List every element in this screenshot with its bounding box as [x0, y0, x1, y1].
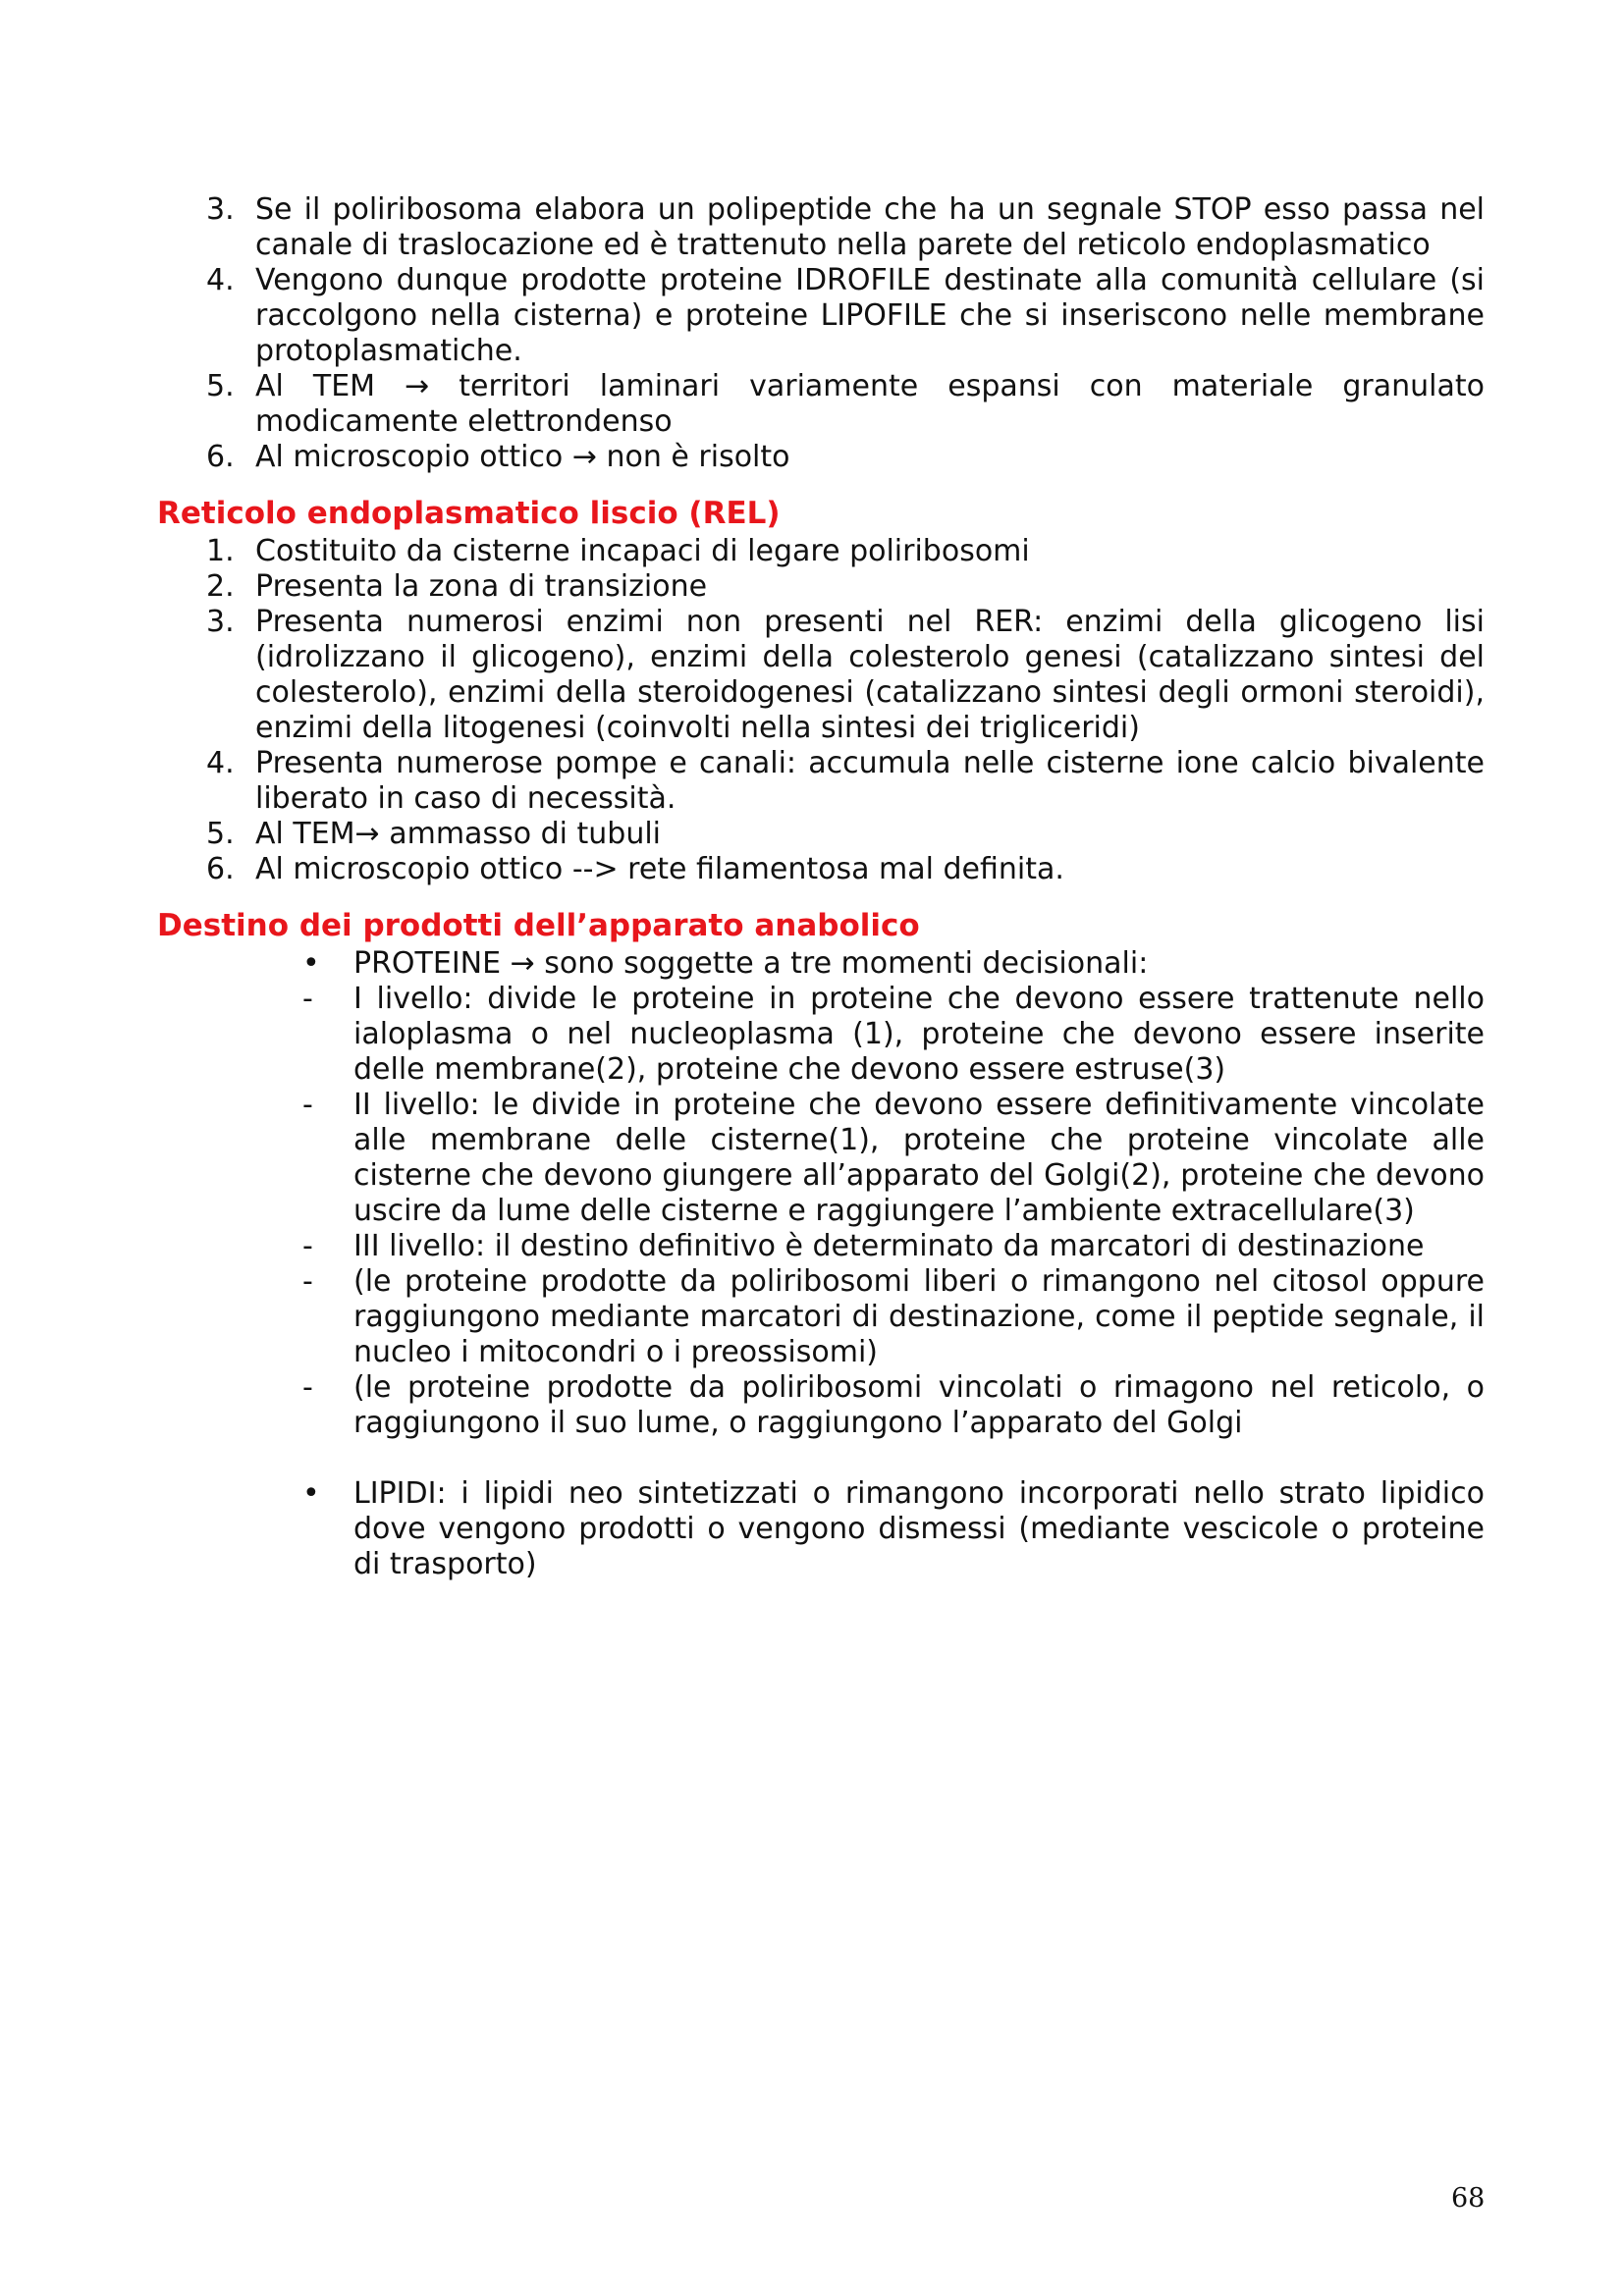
list-item-text: (le proteine prodotte da poliribosomi liberi o rimangono nel citosol oppure raggiungono mediante marcatori di destinazione, come il peptide segnale, il nucleo i mitocondri o i preossisomi) [353, 1264, 1485, 1369]
list-item-text: Al microscopio ottico → non è risolto [255, 440, 790, 474]
rer-list [157, 192, 1485, 475]
list-marker: 3. [206, 192, 235, 227]
list-item [157, 817, 1485, 852]
list-item [157, 263, 1485, 369]
list-item-text: Se il poliribosoma elabora un polipeptide che ha un segnale STOP esso passa nel canale di traslocazione ed è trattenuto nella parete del reticolo endoplasmatico [255, 192, 1485, 262]
list-item [157, 192, 1485, 263]
list-item-text: III livello: il destino definitivo è determinato da marcatori di destinazione [353, 1229, 1425, 1263]
list-item-text: Presenta numerosi enzimi non presenti nel RER: enzimi della glicogeno lisi (idrolizzano il glicogeno), enzimi della colesterolo genesi (catalizzano sintesi del colesterolo), enzimi della steroidogenesi (catalizzano sintesi degli ormoni steroidi), enzimi della litogenesi (coinvolti nella sintesi dei trigliceridi) [255, 605, 1485, 745]
list-item [157, 1264, 1485, 1370]
section-heading-destino: Destino dei prodotti dell’apparato anabolico [157, 908, 920, 943]
destino-list [157, 946, 1485, 1441]
list-item-text: Presenta numerose pompe e canali: accumula nelle cisterne ione calcio bivalente liberato in caso di necessità. [255, 746, 1485, 816]
list-item [157, 440, 1485, 475]
dash-marker: - [302, 1088, 313, 1122]
list-marker: 5. [206, 369, 235, 403]
list-item-text: Al microscopio ottico --> rete filamentosa mal definita. [255, 852, 1064, 886]
list-item-text: Presenta la zona di transizione [255, 569, 708, 604]
list-item-text: Al TEM→ ammasso di tubuli [255, 817, 662, 851]
bullet-marker: • [302, 946, 320, 981]
list-marker: 5. [206, 817, 235, 851]
dash-marker: - [302, 982, 313, 1016]
section-heading-rel: Reticolo endoplasmatico liscio (REL) [157, 496, 781, 531]
list-item-text: II livello: le divide in proteine che devono essere definitivamente vincolate alle membrane delle cisterne(1), proteine che proteine vincolate alle cisterne che devono giungere all’apparato del Golgi(2), proteine che devono uscire da lume delle cisterne e raggiungere l’ambiente extracellulare(3) [353, 1088, 1485, 1228]
page-number: 68 [1451, 2183, 1486, 2214]
list-item [157, 1476, 1485, 1582]
list-item [157, 569, 1485, 605]
list-item-text: I livello: divide le proteine in proteine che devono essere trattenute nello ialoplasma o nel nucleoplasma (1), proteine che devono essere inserite delle membrane(2), proteine che devono essere estruse(3) [353, 982, 1485, 1087]
list-item-text: PROTEINE → sono soggette a tre momenti decisionali: [353, 946, 1149, 981]
page-content [157, 192, 1485, 1582]
rel-list [157, 534, 1485, 887]
list-marker: 1. [206, 534, 235, 568]
list-marker: 2. [206, 569, 235, 604]
list-item [157, 982, 1485, 1088]
list-item [157, 746, 1485, 817]
list-item-text: (le proteine prodotte da poliribosomi vincolati o rimagono nel reticolo, o raggiungono il suo lume, o raggiungono l’apparato del Golgi [353, 1370, 1485, 1440]
list-item [157, 1370, 1485, 1441]
dash-marker: - [302, 1370, 313, 1405]
list-item [157, 534, 1485, 569]
dash-marker: - [302, 1229, 313, 1263]
list-marker: 4. [206, 263, 235, 297]
list-marker: 3. [206, 605, 235, 639]
list-item [157, 1229, 1485, 1264]
list-item-text: Al TEM → territori laminari variamente espansi con materiale granulato modicamente elettrondenso [255, 369, 1485, 439]
list-item [157, 852, 1485, 887]
list-item [157, 369, 1485, 440]
list-item [157, 946, 1485, 982]
list-marker: 6. [206, 440, 235, 474]
list-item-text: Vengono dunque prodotte proteine IDROFILE destinate alla comunità cellulare (si raccolgono nella cisterna) e proteine LIPOFILE che si inseriscono nelle membrane protoplasmatiche. [255, 263, 1485, 368]
list-item-text: LIPIDI: i lipidi neo sintetizzati o rimangono incorporati nello strato lipidico dove vengono prodotti o vengono dismessi (mediante vescicole o proteine di trasporto) [353, 1476, 1485, 1581]
spacer [157, 1441, 1485, 1476]
list-marker: 6. [206, 852, 235, 886]
dash-marker: - [302, 1264, 313, 1299]
bullet-marker: • [302, 1476, 320, 1511]
lipidi-list [157, 1476, 1485, 1582]
list-marker: 4. [206, 746, 235, 780]
list-item [157, 605, 1485, 746]
list-item [157, 1088, 1485, 1229]
list-item-text: Costituito da cisterne incapaci di legare poliribosomi [255, 534, 1030, 568]
